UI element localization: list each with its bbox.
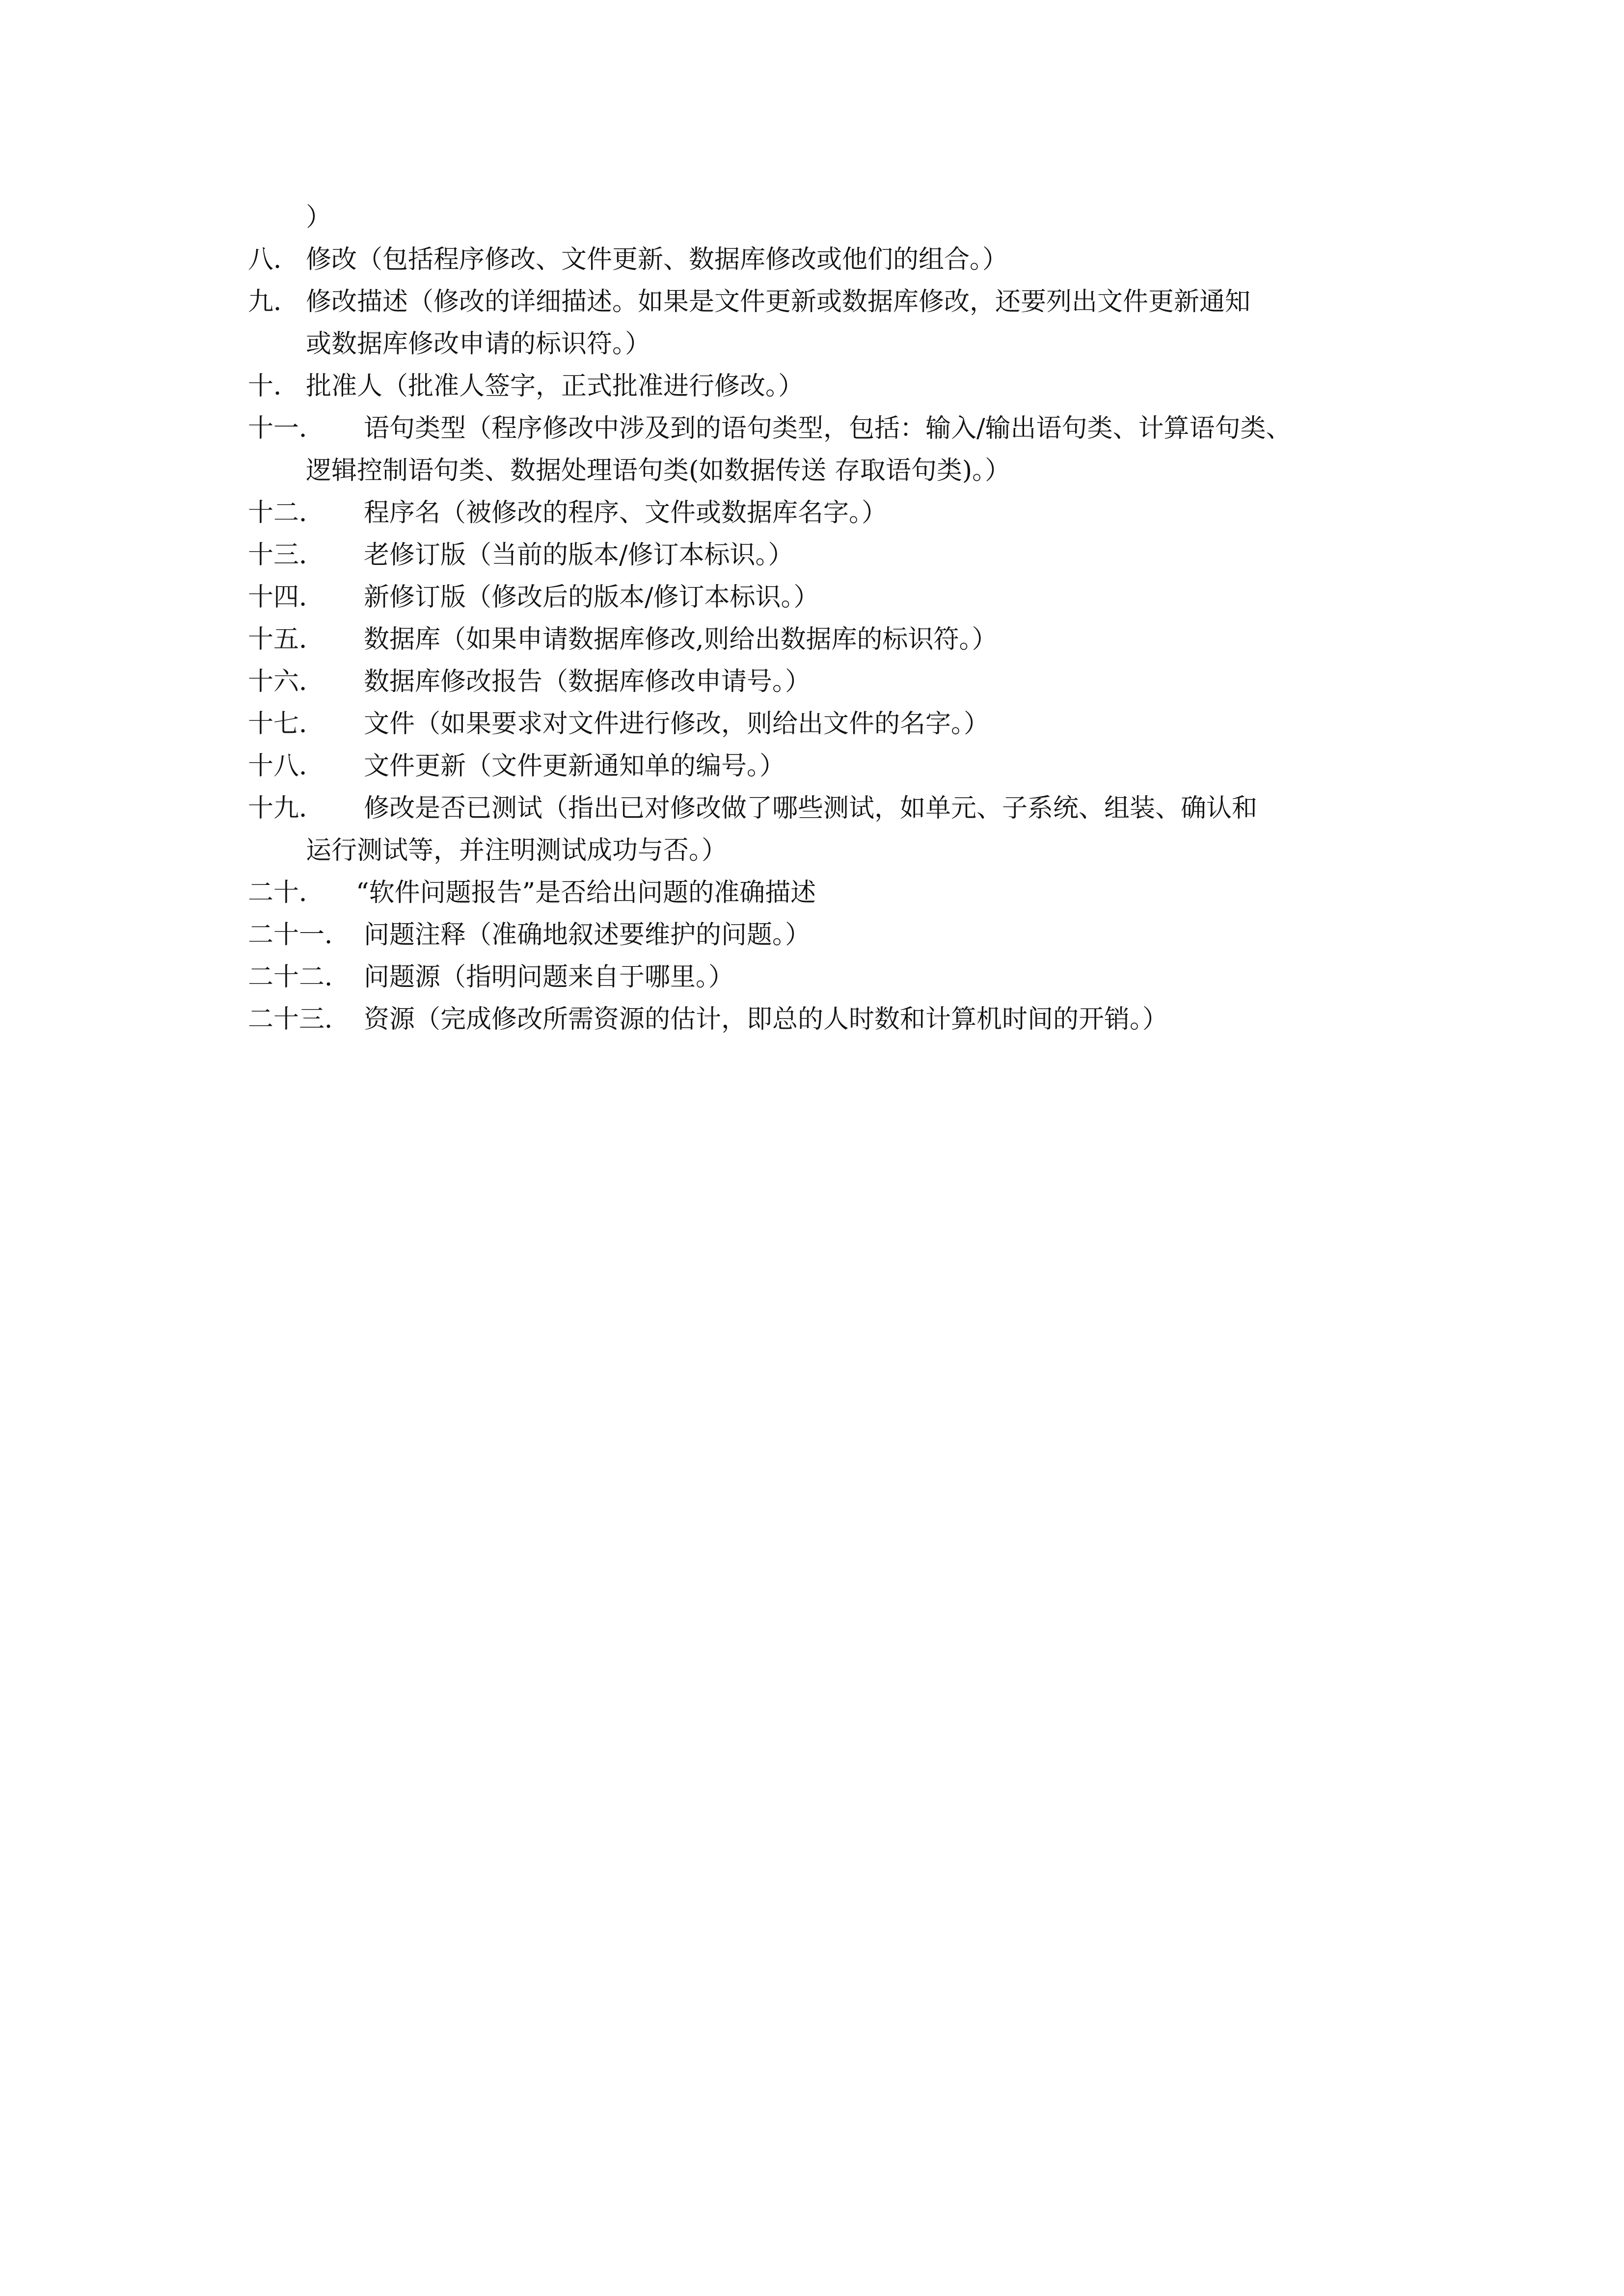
item-text: 文件更新（文件更新通知单的编号。） [364, 751, 785, 781]
list-item-8 [248, 239, 1426, 281]
item-text: 语句类型（程序修改中涉及到的语句类型，包括：输入/输出语句类、计算语句类、 [364, 414, 1292, 443]
list-item-9 [248, 281, 1426, 323]
list-item-19-continuation [248, 829, 1426, 872]
item-text: 问题源（指明问题来自于哪里。） [364, 962, 734, 992]
continuation-line [248, 196, 1426, 239]
item-text: 数据库（如果申请数据库修改,则给出数据库的标识符。） [364, 625, 998, 654]
list-item-14 [248, 576, 1426, 618]
list-item-22 [248, 956, 1426, 998]
document-body [248, 196, 1426, 1041]
item-text: 问题注释（准确地叙述要维护的问题。） [364, 920, 811, 950]
item-number: 二十二． [248, 962, 351, 992]
list-item-10 [248, 365, 1426, 407]
list-item-12 [248, 492, 1426, 534]
item-number: 二十． [248, 878, 325, 908]
item-text: 数据库修改报告（数据库修改申请号。） [364, 667, 811, 696]
list-item-16 [248, 661, 1426, 703]
item-number: 九． [248, 287, 299, 317]
item-text: 新修订版（修改后的版本/修订本标识。） [364, 583, 819, 612]
item-number: 十八． [248, 751, 325, 781]
list-item-13 [248, 534, 1426, 576]
item-text: “软件问题报告”是否给出问题的准确描述 [356, 878, 816, 908]
list-item-18 [248, 745, 1426, 787]
list-item-17 [248, 703, 1426, 745]
item-text: 修改（包括程序修改、文件更新、数据库修改或他们的组合。） [306, 245, 1008, 274]
list-item-11 [248, 407, 1426, 450]
item-number: 十四． [248, 583, 325, 612]
item-number: 十． [248, 372, 299, 401]
item-text: 文件（如果要求对文件进行修改，则给出文件的名字。） [364, 709, 990, 739]
item-continuation-text: 逻辑控制语句类、数据处理语句类(如数据传送 存取语句类)。） [306, 456, 1011, 485]
item-text: 修改是否已测试（指出已对修改做了哪些测试，如单元、子系统、组装、确认和 [364, 794, 1258, 823]
item-text: 资源（完成修改所需资源的估计，即总的人时数和计算机时间的开销。） [364, 1005, 1168, 1034]
item-number: 十五． [248, 625, 325, 654]
item-number: 十六． [248, 667, 325, 696]
list-item-19 [248, 787, 1426, 829]
item-text: 修改描述（修改的详细描述。如果是文件更新或数据库修改，还要列出文件更新通知 [306, 287, 1251, 317]
item-text: 批准人（批准人签字，正式批准进行修改。） [306, 372, 804, 401]
list-item-9-continuation [248, 323, 1426, 365]
list-item-11-continuation [248, 450, 1426, 492]
item-number: 十一． [248, 414, 325, 443]
item-number: 十三． [248, 540, 325, 570]
item-number: 二十三． [248, 1005, 351, 1034]
item-text: 程序名（被修改的程序、文件或数据库名字。） [364, 498, 888, 528]
item-number: 二十一． [248, 920, 351, 950]
item-number: 十九． [248, 794, 325, 823]
list-item-21 [248, 914, 1426, 956]
item-number: 八． [248, 245, 299, 274]
list-item-23 [248, 998, 1426, 1041]
item-number: 十二． [248, 498, 325, 528]
list-item-15 [248, 618, 1426, 661]
item-number: 十七． [248, 709, 325, 739]
list-item-20 [248, 872, 1426, 914]
item-continuation-text: 或数据库修改申请的标识符。） [306, 329, 651, 359]
item-continuation-text: 运行测试等，并注明测试成功与否。） [306, 836, 728, 865]
continuation-text: ） [306, 203, 332, 232]
item-text: 老修订版（当前的版本/修订本标识。） [364, 540, 794, 570]
